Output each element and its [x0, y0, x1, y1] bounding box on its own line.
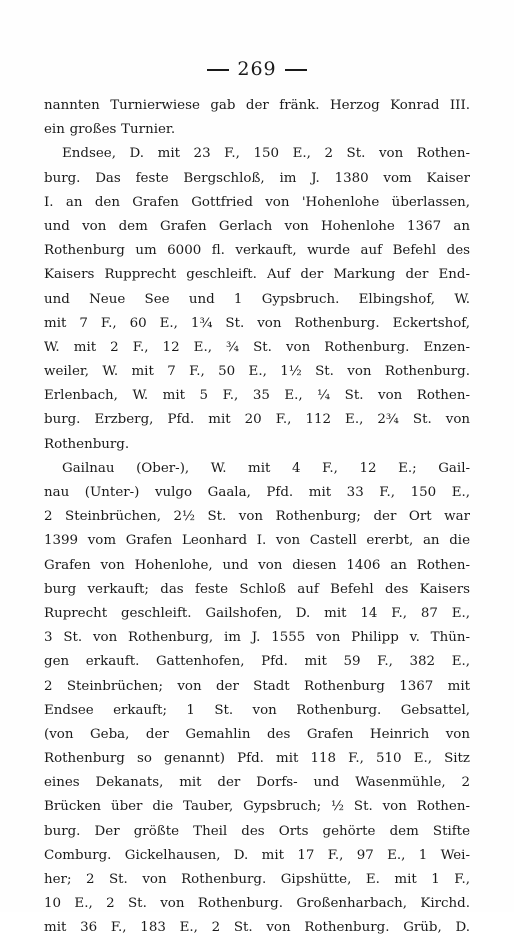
text-line: nau (Unter-) vulgo Gaala, Pfd. mit 33 F., 150 E.,: [44, 485, 470, 500]
text-line: her; 2 St. von Rothenburg. Gipshütte, E. mit 1 F.,: [44, 872, 470, 887]
text-line: 1399 vom Grafen Leonhard I. von Castell ererbt, an die: [44, 533, 470, 549]
text-line: Endsee, D. mit 23 F., 150 E., 2 St. von Rothen-: [62, 146, 470, 162]
text-line: mit 7 F., 60 E., 1¾ St. von Rothenburg. Eckertshof,: [44, 315, 470, 331]
right-dash: [285, 69, 307, 71]
text-line: Erlenbach, W. mit 5 F., 35 E., ¼ St. von Rothen-: [44, 388, 470, 404]
text-line: Gailnau (Ober-), W. mit 4 F., 12 E.; Gail-: [62, 460, 470, 476]
text-line: 2 Steinbrüchen; von der Stadt Rothenburg 1367 mit: [44, 678, 470, 694]
text-line: nannten Turnierwiese gab der fränk. Herzog Konrad III.: [44, 98, 470, 113]
page-header: [0, 58, 514, 80]
text-line: burg. Das feste Bergschloß, im J. 1380 vom Kaiser: [44, 170, 470, 186]
text-line: Kaisers Rupprecht geschleift. Auf der Markung der End-: [44, 267, 470, 283]
text-line: Rothenburg um 6000 fl. verkauft, wurde auf Befehl des: [44, 243, 470, 259]
text-line: W. mit 2 F., 12 E., ¾ St. von Rothenburg. Enzen-: [44, 339, 470, 355]
text-line: Rothenburg.: [44, 436, 130, 452]
text-line: burg. Der größte Theil des Orts gehörte dem Stifte: [44, 823, 470, 839]
text-line: 10 E., 2 St. von Rothenburg. Großenharbach, Kirchd.: [44, 896, 470, 912]
text-line: weiler, W. mit 7 F., 50 E., 1½ St. von Rothenburg.: [44, 364, 470, 380]
text-line: Brücken über die Tauber, Gypsbruch; ½ St. von Rothen-: [44, 799, 470, 815]
text-line: Grafen von Hohenlohe, und von diesen 1406 an Rothen-: [44, 557, 470, 573]
text-line: Comburg. Gickelhausen, D. mit 17 F., 97 E., 1 Wei-: [44, 847, 470, 863]
text-line: eines Dekanats, mit der Dorfs- und Wasenmühle, 2: [44, 775, 470, 791]
text-line: und von dem Grafen Gerlach von Hohenlohe 1367 an: [44, 218, 470, 234]
text-line: burg verkauft; das feste Schloß auf Befehl des Kaisers: [44, 581, 470, 597]
text-line: 2 Steinbrüchen, 2½ St. von Rothenburg; der Ort war: [44, 509, 470, 525]
text-line: mit 36 F., 183 E., 2 St. von Rothenburg. Grüb, D.: [44, 920, 470, 936]
text-line: gen erkauft. Gattenhofen, Pfd. mit 59 F., 382 E.,: [44, 654, 470, 670]
text-line: I. an den Grafen Gottfried von 'Hohenlohe überlassen,: [44, 194, 470, 210]
text-line: burg. Erzberg, Pfd. mit 20 F., 112 E., 2¾ St. von: [44, 412, 470, 428]
text-line: und Neue See und 1 Gypsbruch. Elbingshof, W.: [44, 291, 470, 307]
text-line: Rothenburg so genannt) Pfd. mit 118 F., 510 E., Sitz: [44, 751, 470, 767]
left-dash: [207, 69, 229, 71]
text-line: Endsee erkauft; 1 St. von Rothenburg. Gebsattel,: [44, 702, 470, 718]
text-line: (von Geba, der Gemahlin des Grafen Heinrich von: [44, 726, 470, 742]
text-line: 3 St. von Rothenburg, im J. 1555 von Philipp v. Thün-: [44, 630, 470, 646]
text-line: ein großes Turnier.: [44, 122, 176, 138]
text-line: Ruprecht geschleift. Gailshofen, D. mit 14 F., 87 E.,: [44, 605, 470, 621]
page-number: 269: [237, 58, 277, 80]
body-text: [44, 94, 470, 941]
